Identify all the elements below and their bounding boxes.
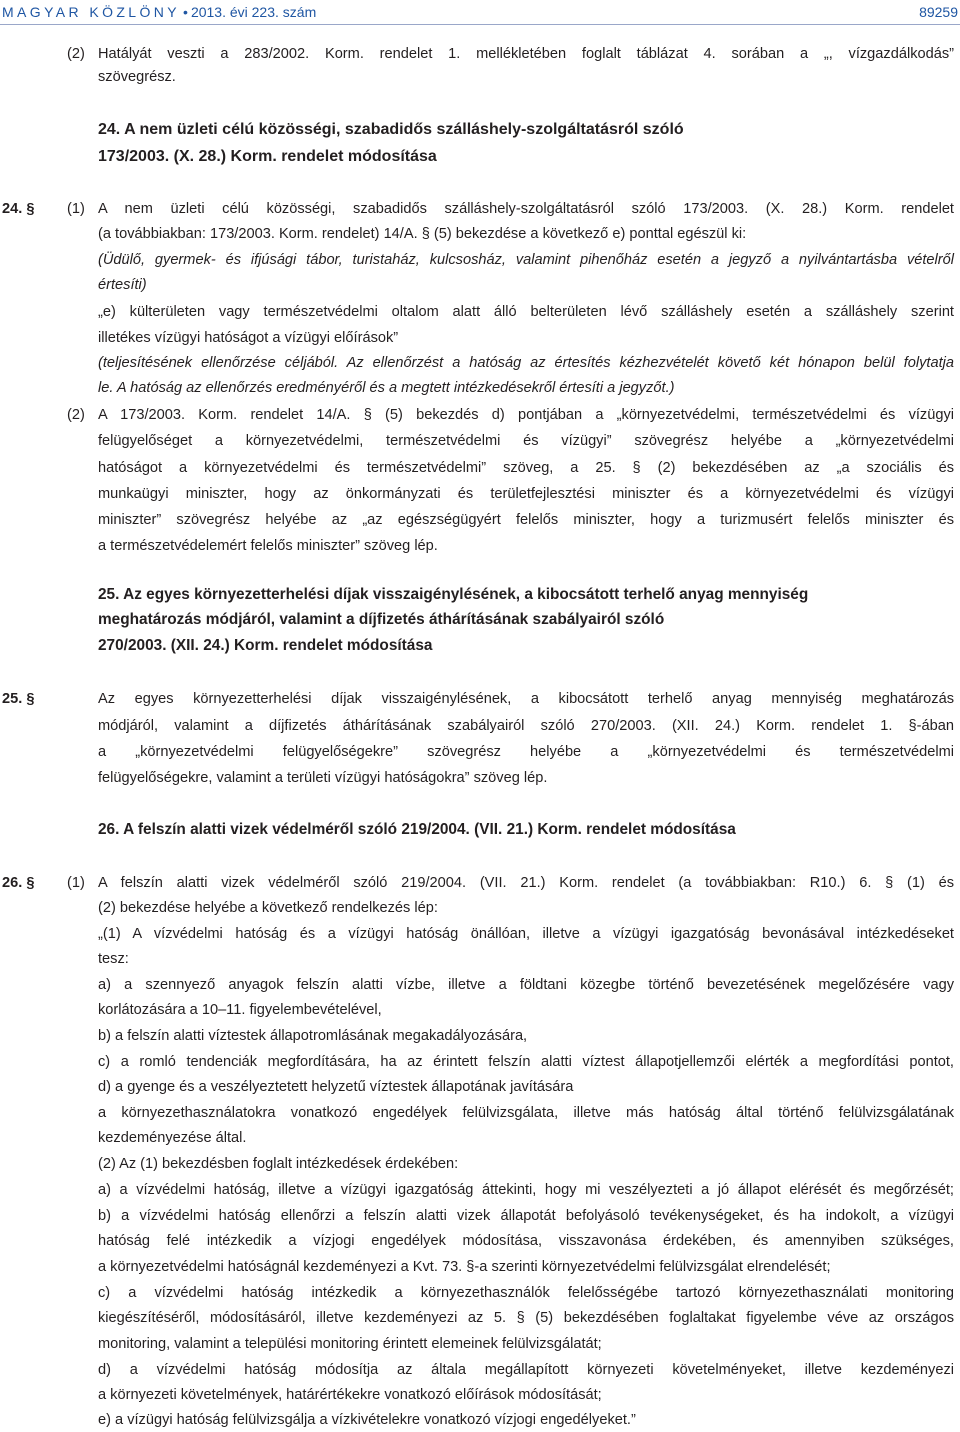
body-line: kiegészítéséről, módosításáról, illetve kezdeményezi az 5. § (5) bekezdésében foglaltakat figyelembe véve az országos [98, 1310, 954, 1326]
body-line: (a továbbiakban: 173/2003. Korm. rendelet) 14/A. § (5) bekezdése a következő e) ponttal egészül ki: [98, 226, 747, 242]
italic-line: le. A hatóság az ellenőrzés eredményéről és a megtett intézkedésekről értesíti a jegyzőt.) [98, 380, 675, 396]
body-line: a környezethasználatokra vonatkozó engedélyek felülvizsgálata, illetve más hatóság által történő felülvizsgálatának [98, 1105, 954, 1121]
section-heading: 25. Az egyes környezetterhelési díjak visszaigénylésének, a kibocsátott terhelő anyag mennyiség [98, 586, 809, 603]
body-line: d) a gyenge és a veszélyeztetett helyzetű víztestek állapotának javítására [98, 1079, 574, 1095]
subsection-number: (2) [67, 407, 85, 423]
body-line: (2) Az (1) bekezdésben foglalt intézkedések érdekében: [98, 1156, 459, 1172]
body-line: a) a vízvédelmi hatóság, illetve a vízügyi igazgatóság áttekinti, hogy mi veszélyezteti a jó állapot elérését és megőrzését; [98, 1182, 954, 1198]
section-heading: 270/2003. (XII. 24.) Korm. rendelet módosítása [98, 637, 433, 654]
body-line: a) a szennyező anyagok felszín alatti vízbe, illetve a földtani közegbe történő bevezetésének megelőzésére vagy [98, 977, 954, 993]
body-line: (2) bekezdése helyébe a következő rendelkezés lép: [98, 900, 438, 916]
body-line: c) a vízvédelmi hatóság intézkedik a környezethasználók felelősségébe tartozó környezethasználati monitoring [98, 1285, 954, 1301]
paragraph-number: 25. § [2, 691, 35, 707]
body-line: a környezeti követelmények, határértékekre vonatkozó előírások módosítását; [98, 1387, 602, 1403]
body-line: munkaügyi miniszter, hogy az önkormányzati és területfejlesztési miniszter és a környezetvédelmi és vízügyi [98, 486, 954, 502]
subsection-number: (1) [67, 201, 85, 217]
body-line: a „környezetvédelmi felügyelőségekre” szövegrész helyébe a „környezetvédelmi és természetvédelmi [98, 744, 954, 760]
body-line: tesz: [98, 951, 129, 967]
paragraph-number: 24. § [2, 201, 35, 217]
journal-title: MAGYAR KÖZLÖNY [2, 4, 181, 20]
body-line: Az egyes környezetterhelési díjak visszaigénylésének, a kibocsátott terhelő anyag mennyiség meghatározás [98, 691, 954, 707]
body-line: b) a felszín alatti víztestek állapotromlásának megakadályozására, [98, 1028, 528, 1044]
body-line: A 173/2003. Korm. rendelet 14/A. § (5) bekezdés d) pontjában a „környezetvédelmi, természetvédelmi és vízügyi [98, 407, 954, 423]
body-line: miniszter” szövegrész helyébe az „az egészségügyért felelős miniszter, hogy a turizmusért felelős miniszter és [98, 512, 954, 528]
subsection-number: (1) [67, 875, 85, 891]
body-line: A nem üzleti célú közösségi, szabadidős szálláshely-szolgáltatásról szóló 173/2003. (X. 28.) Korm. rendelet [98, 201, 954, 217]
body-line: módjáról, valamint a díjfizetés áthárításának szabályairól szóló 270/2003. (XII. 24.) Korm. rendelet 1. §-ában [98, 718, 954, 734]
section-heading: 26. A felszín alatti vizek védelméről szóló 219/2004. (VII. 21.) Korm. rendelet módosítása [98, 821, 736, 838]
issue-label: 2013. évi 223. szám [190, 4, 317, 20]
body-line: szövegrész. [98, 69, 176, 85]
body-line: felügyelőségekre, valamint a területi vízügyi hatóságokra” szöveg lép. [98, 770, 548, 786]
body-line: „(1) A vízvédelmi hatóság és a vízügyi hatóság önállóan, illetve a vízügyi igazgatóság bevonásával intézkedéseket [98, 926, 954, 942]
body-line: kezdeményezése által. [98, 1130, 247, 1146]
body-line: monitoring, valamint a települési monitoring érintett elemeinek felülvizsgálatát; [98, 1336, 602, 1352]
body-line: felügyelőséget a környezetvédelmi, természetvédelmi és vízügyi” szövegrész helyébe a „környezetvédelmi [98, 433, 954, 449]
body-line: d) a vízvédelmi hatóság módosítja az általa megállapított környezeti követelményeket, illetve kezdeményezi [98, 1362, 954, 1378]
body-line: illetékes vízügyi hatóságot a vízügyi előírások” [98, 330, 399, 346]
body-line: hatóság felé intézkedik a vízjogi engedélyek módosítása, visszavonása érdekében, és amennyiben szükséges, [98, 1233, 954, 1249]
subsection-number: (2) [67, 46, 85, 62]
italic-line: (teljesítésének ellenőrzése céljából. Az ellenőrzést a hatóság az értesítés kézhezvételét követő két hónapon belül folytatja [98, 355, 954, 371]
body-line: a környezetvédelmi hatóságnál kezdeményezi a Kvt. 73. §-a szerinti környezetvédelmi felülvizsgálat elrendelését; [98, 1259, 831, 1275]
italic-line: értesíti) [98, 277, 147, 293]
paragraph-number: 26. § [2, 875, 35, 891]
running-head [2, 4, 316, 20]
page-number: 89259 [919, 4, 958, 20]
page-header [0, 0, 960, 25]
body-line: korlátozására a 10–11. figyelembevételével, [98, 1002, 382, 1018]
body-line: „e) külterületen vagy természetvédelmi oltalom alatt álló belterületen lévő szálláshely esetén a szálláshely szerint [98, 304, 954, 320]
section-heading: 173/2003. (X. 28.) Korm. rendelet módosítása [98, 148, 437, 165]
section-heading: meghatározás módjáról, valamint a díjfizetés áthárításának szabályairól szóló [98, 611, 665, 628]
section-heading: 24. A nem üzleti célú közösségi, szabadidős szálláshely-szolgáltatásról szóló [98, 121, 684, 138]
body-line: a természetvédelemért felelős miniszter” szöveg lép. [98, 538, 438, 554]
body-line: e) a vízügyi hatóság felülvizsgálja a vízkivételekre vonatkozó vízjogi engedélyeket.” [98, 1412, 636, 1428]
body-line: hatóságot a környezetvédelmi és természetvédelmi” szöveg, a 25. § (2) bekezdésében az „a szociális és [98, 460, 954, 476]
body-line: c) a romló tendenciák megfordítására, ha az érintett felszín alatti víztest állapotjellemzői elérték a megfordítási pontot, [98, 1054, 954, 1070]
body-line: b) a vízvédelmi hatóság ellenőrzi a felszín alatti vizek állapotát befolyásoló tevékenységeket, és ha indokolt, a vízügyi [98, 1208, 954, 1224]
body-line: A felszín alatti vizek védelméről szóló 219/2004. (VII. 21.) Korm. rendelet (a továbbiakban: R10.) 6. § (1) és [98, 875, 954, 891]
separator-bullet: • [183, 4, 188, 20]
body-line: Hatályát veszti a 283/2002. Korm. rendelet 1. mellékletében foglalt táblázat 4. sorában a „, vízgazdálkodás” [98, 46, 954, 62]
italic-line: (Üdülő, gyermek- és ifjúsági tábor, turistaház, kulcsosház, valamint pihenőház esetén a jegyző a nyilvántartásba vételről [98, 252, 954, 268]
